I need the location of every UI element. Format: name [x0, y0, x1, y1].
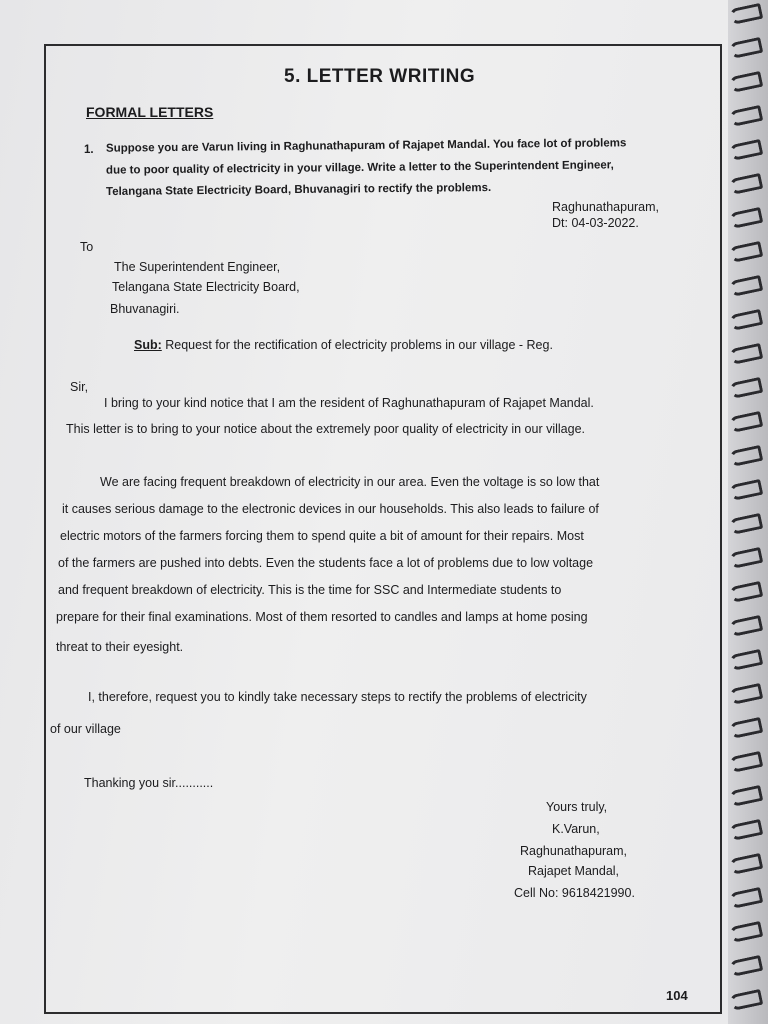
binding-ring	[729, 479, 764, 501]
binding-ring	[729, 751, 764, 773]
binding-ring	[729, 275, 764, 297]
binding-ring	[729, 37, 764, 59]
salutation: Sir,	[70, 380, 89, 394]
binding-ring	[729, 411, 764, 433]
subject-label: Sub:	[134, 338, 162, 352]
letter-date: Dt: 04-03-2022.	[552, 216, 639, 230]
closing-line: Yours truly,	[546, 800, 608, 814]
section-heading: FORMAL LETTERS	[86, 104, 214, 120]
paragraph-line: threat to their eyesight.	[56, 640, 184, 654]
binding-ring	[729, 173, 764, 195]
binding-ring	[729, 785, 764, 807]
binding-ring	[729, 717, 764, 739]
closing-line: Rajapet Mandal,	[528, 864, 620, 878]
binding-ring	[729, 105, 764, 127]
binding-ring	[729, 71, 764, 93]
closing-line: Raghunathapuram,	[520, 844, 628, 858]
paragraph-line: We are facing frequent breakdown of electricity in our area. Even the voltage is so low that	[100, 475, 600, 489]
binding-ring	[729, 343, 764, 365]
paragraph-line: prepare for their final examinations. Most of them resorted to candles and lamps at home posing	[56, 610, 588, 624]
paragraph-line: and frequent breakdown of electricity. This is the time for SSC and Intermediate students to	[58, 583, 562, 597]
chapter-title: 5. LETTER WRITING	[284, 66, 476, 87]
paragraph-line: I bring to your kind notice that I am the resident of Raghunathapuram of Rajapet Mandal.	[104, 396, 594, 410]
paragraph-line: of the farmers are pushed into debts. Even the students face a lot of problems due to low voltage	[58, 556, 594, 570]
closing-line: Cell No: 9618421990.	[514, 886, 635, 900]
paragraph-line: of our village	[50, 722, 121, 736]
binding-ring	[729, 445, 764, 467]
thanks-line: Thanking you sir...........	[84, 776, 214, 790]
page-number: 104	[666, 988, 688, 1003]
question-line: Telangana State Electricity Board, Bhuvanagiri to rectify the problems.	[105, 181, 492, 199]
paragraph-line: I, therefore, request you to kindly take necessary steps to rectify the problems of electricity	[88, 690, 587, 704]
binding-ring	[729, 853, 764, 875]
binding-ring	[729, 207, 764, 229]
binding-ring	[729, 989, 764, 1011]
binding-ring	[729, 139, 764, 161]
paragraph-line: it causes serious damage to the electronic devices in our households. This also leads to failure of	[62, 502, 599, 516]
binding-ring	[729, 887, 764, 909]
sender-place: Raghunathapuram,	[552, 200, 660, 214]
recipient-line: Telangana State Electricity Board,	[112, 280, 300, 294]
closing-line: K.Varun,	[552, 822, 600, 836]
paragraph-line: electric motors of the farmers forcing them to spend quite a bit of amount for their repairs. Most	[60, 529, 584, 543]
binding-ring	[729, 581, 764, 603]
binding-ring	[729, 547, 764, 569]
to-label: To	[80, 240, 94, 254]
subject-text: Request for the rectification of electricity problems in our village - Reg.	[161, 338, 553, 352]
binding-ring	[729, 819, 764, 841]
spiral-binding	[728, 0, 768, 1024]
binding-ring	[729, 513, 764, 535]
binding-ring	[729, 309, 764, 331]
subject-line	[134, 338, 553, 352]
question-number: 1.	[84, 144, 94, 156]
binding-ring	[729, 377, 764, 399]
question-line: due to poor quality of electricity in your village. Write a letter to the Superintendent Engineer,	[105, 159, 614, 177]
binding-ring	[729, 241, 764, 263]
binding-ring	[729, 649, 764, 671]
binding-ring	[729, 955, 764, 977]
recipient-line: Bhuvanagiri.	[110, 302, 180, 316]
binding-ring	[729, 921, 764, 943]
recipient-line: The Superintendent Engineer,	[114, 260, 281, 274]
question-line: Suppose you are Varun living in Raghunathapuram of Rajapet Mandal. You face lot of problems	[105, 137, 627, 155]
paragraph-line: This letter is to bring to your notice about the extremely poor quality of electricity in our village.	[66, 422, 586, 436]
binding-ring	[729, 683, 764, 705]
binding-ring	[729, 3, 764, 25]
binding-ring	[729, 615, 764, 637]
